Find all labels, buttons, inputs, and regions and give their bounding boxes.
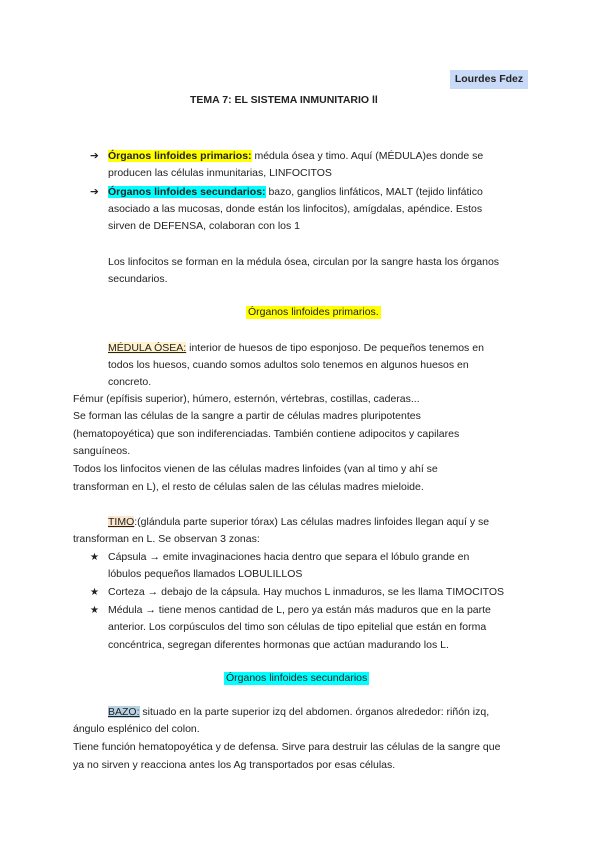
timo-zone-3-line-1: Médula → tiene menos cantidad de L, pero ya están más maduros que en la parte <box>108 604 491 616</box>
medula-line-2: todos los huesos, cuando somos adultos solo tenemos en algunos huesos en <box>108 359 469 371</box>
intro-line-2: secundarios. <box>108 273 168 285</box>
timo-zone-1-line-1: Cápsula → emite invaginaciones hacia dentro que separa el lóbulo grande en <box>108 551 470 563</box>
medula-line-1 <box>108 342 484 355</box>
primary-organs-text: médula ósea y timo. Aquí (MÉDULA)es donde se <box>251 150 484 162</box>
primary-organs-line-1 <box>108 150 483 163</box>
secondary-organs-label: Órganos linfoides secundarios: <box>108 186 266 198</box>
secondary-organs-text: bazo, ganglios linfáticos, MALT (tejido linfático <box>265 186 483 198</box>
timo-label: TIMO <box>108 516 135 528</box>
secondary-organs-line-3: sirven de DEFENSA, colaboran con los 1 <box>108 220 301 232</box>
bazo-line-4: ya no sirven y reacciona antes los Ag transportados por esas células. <box>73 759 396 771</box>
timo-zone-2: Corteza → debajo de la cápsula. Hay muchos L inmaduros, se les llama TIMOCITOS <box>108 586 505 598</box>
secondary-organs-line-1 <box>108 186 483 199</box>
medula-line-9: transforman en L), el resto de células salen de las células madres mieloide. <box>73 481 424 493</box>
medula-line-5: Se forman las células de la sangre a partir de células madres pluripotentes <box>73 410 421 422</box>
medula-text: interior de huesos de tipo esponjoso. De pequeños tenemos en <box>186 342 484 354</box>
medula-label: MÉDULA ÓSEA: <box>108 342 187 354</box>
medula-line-4: Fémur (epífisis superior), húmero, esternón, vértebras, costillas, caderas... <box>73 393 420 405</box>
medula-line-6: (hematopoyética) que son indiferenciadas. También contiene adipocitos y capilares <box>73 428 460 440</box>
timo-text: :(glándula parte superior tórax) Las células madres linfoides llegan aquí y se <box>134 516 490 528</box>
bazo-line-3: Tiene función hematopoyética y de defensa. Sirve para destruir las células de la sangre que <box>73 741 501 753</box>
medula-line-8: Todos los linfocitos vienen de las células madres linfoides (van al timo y ahí se <box>73 463 438 475</box>
arrow-icon: ➔ <box>90 150 99 162</box>
star-icon: ★ <box>90 552 99 563</box>
timo-zone-1-line-2: lóbulos pequeños llamados LOBULILLOS <box>108 568 303 580</box>
timo-line-2: transforman en L. Se observan 3 zonas: <box>73 533 260 545</box>
bazo-line-2: ángulo esplénico del colon. <box>73 723 200 735</box>
timo-zone-3-line-2: anterior. Los corpúsculos del timo son células de tipo epitelial que están en forma <box>108 621 487 633</box>
bazo-text: situado en la parte superior izq del abdomen. órganos alrededor: riñón izq, <box>139 706 490 718</box>
timo-line-1 <box>108 516 489 529</box>
medula-line-7: sanguíneos. <box>73 445 131 457</box>
section-heading-secondary: Órganos linfoides secundarios <box>226 672 368 684</box>
star-icon: ★ <box>90 605 99 616</box>
primary-organs-label: Órganos linfoides primarios: <box>108 150 252 162</box>
medula-line-3: concreto. <box>108 376 152 388</box>
timo-zone-3-line-3: concéntrica, segregan diferentes hormonas que actúan madurando los L. <box>108 639 449 651</box>
author-name: Lourdes Fdez <box>450 70 528 89</box>
primary-organs-line-2: producen las células inmunitarias, LINFOCITOS <box>108 167 332 179</box>
intro-line-1: Los linfocitos se forman en la médula ósea, circulan por la sangre hasta los órganos <box>108 256 500 268</box>
document-title: TEMA 7: EL SISTEMA INMUNITARIO ll <box>190 94 378 106</box>
arrow-icon: ➔ <box>90 186 99 198</box>
star-icon: ★ <box>90 587 99 598</box>
bazo-line-1 <box>108 706 489 719</box>
bazo-label: BAZO: <box>108 706 140 718</box>
section-heading-primary: Órganos linfoides primarios. <box>248 306 379 318</box>
secondary-organs-line-2: asociado a las mucosas, donde están los linfocitos), amígdalas, apéndice. Estos <box>108 203 483 215</box>
